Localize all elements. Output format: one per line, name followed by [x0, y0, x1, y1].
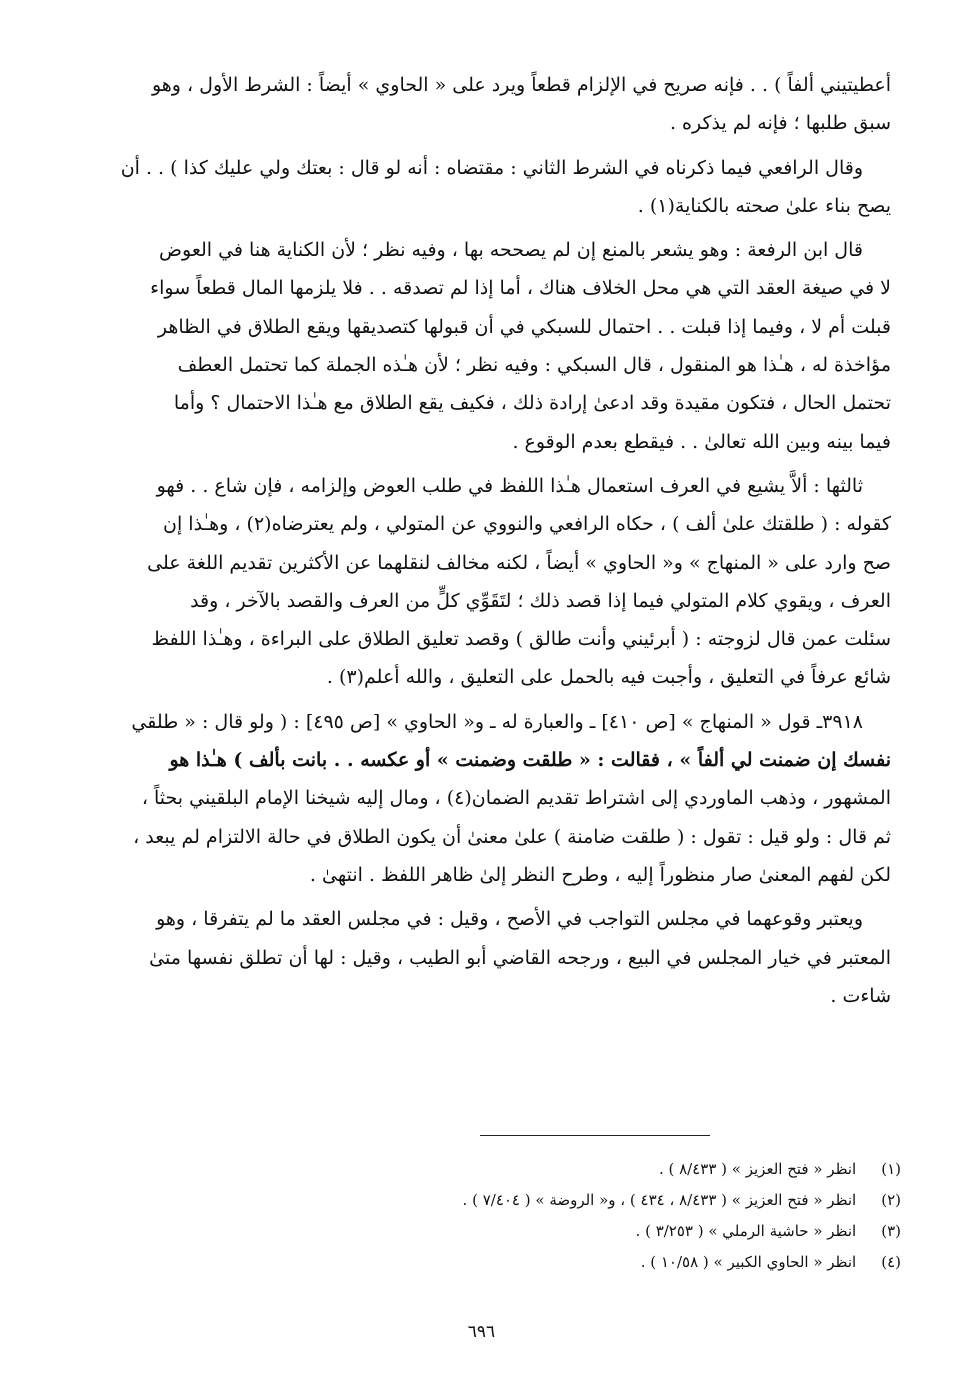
footnotes — [200, 1154, 901, 1278]
footnote-text: انظر « فتح العزيز » ( ٨/٤٣٣ ) . — [658, 1160, 857, 1178]
text-line: شاءت . — [830, 984, 891, 1007]
text-line: المعتبر في خيار المجلس في البيع ، ورجحه القاضي أبو الطيب ، وقيل : لها أن تطلق نفسها متىٰ — [149, 946, 891, 969]
paragraph-3 — [62, 231, 891, 461]
text-line: يصح بناء علىٰ صحته بالكناية(١) . — [637, 194, 891, 217]
paragraph-4 — [62, 467, 891, 697]
footnote-text: انظر « فتح العزيز » ( ٨/٤٣٣ ، ٤٣٤ ) ، و« الروضة » ( ٧/٤٠٤ ) . — [462, 1191, 857, 1209]
page-number: ٦٩٦ — [467, 1322, 496, 1342]
text-line: شائع عرفاً في التعليق ، وأجبت فيه بالحمل على التعليق ، والله أعلم(٣) . — [326, 666, 891, 689]
footnote-number: (٤) — [881, 1253, 901, 1271]
footnote-text: انظر « الحاوي الكبير » ( ١٠/٥٨ ) . — [640, 1253, 857, 1271]
text-line: سبق طلبها ؛ فإنه لم يذكره . — [669, 112, 891, 135]
text-line: قال ابن الرفعة : وهو يشعر بالمنع إن لم يصححه بها ، وفيه نظر ؛ لأن الكناية هنا في العوض — [159, 239, 863, 262]
paragraph-6 — [62, 900, 891, 1015]
text-line: أعطيتيني ألفاً ) . . فإنه صريح في الإلزام قطعاً ويرد على « الحاوي » أيضاً : الشرط الأول ، وهو — [151, 74, 891, 96]
footnote-text: انظر « حاشية الرملي » ( ٣/٢٥٣ ) . — [635, 1222, 857, 1240]
text-line: نفسك إن ضمنت لي ألفاً » ، فقالت : « طلقت وضمنت » أو عكسه . . بانت بألف ) هـٰذا هو — [169, 749, 891, 772]
footnote — [200, 1154, 901, 1185]
text-line: المشهور ، وذهب الماوردي إلى اشتراط تقديم الضمان(٤) ، ومال إليه شيخنا الإمام البلقيني بحثاً ، — [141, 787, 891, 810]
footnote — [200, 1247, 901, 1278]
footnote-number: (٢) — [881, 1191, 901, 1209]
text-line: صح وارد على « المنهاج » و« الحاوي » أيضاً ، لكنه مخالف لنقلهما عن الأكثرين تقديم اللغة على — [147, 551, 891, 574]
text-line: لكن لفهم المعنىٰ صار منظوراً إليه ، وطرح النظر إلىٰ ظاهر اللفظ . انتهىٰ . — [309, 863, 891, 886]
text-line: كقوله : ( طلقتك علىٰ ألف ) ، حكاه الرافعي والنووي عن المتولي ، ولم يعترضاه(٢) ، وهـٰذا إن — [163, 513, 891, 536]
text-line: وقال الرافعي فيما ذكرناه في الشرط الثاني : مقتضاه : أنه لو قال : بعتك ولي عليك كذا ) . . أن — [120, 156, 863, 179]
text-line: فيما بينه وبين الله تعالىٰ . . فيقطع بعدم الوقوع . — [512, 430, 891, 453]
text-line: العرف ، ويقوي كلام المتولي فيما إذا قصد ذلك ؛ لتَقَوِّي كلٍّ من العرف والقصد بالآخر ، وقد — [190, 589, 891, 612]
paragraph-5 — [62, 703, 891, 894]
footnote-number: (١) — [881, 1160, 901, 1178]
text-line: سئلت عمن قال لزوجته : ( أبرئيني وأنت طالق ) وقصد تعليق الطلاق على البراءة ، وهـٰذا اللفظ — [151, 628, 891, 651]
text-line: ثم قال : ولو قيل : تقول : ( طلقت ضامنة ) علىٰ معنىٰ أن يكون الطلاق في حالة الالتزام لم يبعد ، — [133, 825, 891, 848]
text-line: ويعتبر وقوعهما في مجلس التواجب في الأصح ، وقيل : في مجلس العقد ما لم يتفرقا ، وهو — [156, 908, 863, 931]
text-line: ٣٩١٨ـ قول « المنهاج » [ص ٤١٠] ـ والعبارة له ـ و« الحاوي » [ص ٤٩٥] : ( ولو قال : « طلقي — [131, 710, 863, 733]
text-line: مؤاخذة له ، هـٰذا هو المنقول ، قال السبكي : وفيه نظر ؛ لأن هـٰذه الجملة كما تحتمل العطف — [177, 354, 891, 377]
footnote — [200, 1185, 901, 1216]
footnote — [200, 1216, 901, 1247]
paragraph-1 — [62, 66, 891, 143]
text-line: ثالثها : ألاَّ يشيع في العرف استعمال هـٰذا اللفظ في طلب العوض وإلزامه ، فإن شاع . . فهو — [156, 474, 863, 497]
text-line: تحتمل الحال ، فتكون مقيدة وقد ادعىٰ إرادة ذلك ، فكيف يقع الطلاق مع هـٰذا الاحتمال ؟ وأما — [173, 392, 891, 415]
footnote-divider — [480, 1135, 710, 1136]
text-line: قبلت أم لا ، وفيما إذا قبلت . . احتمال للسبكي في أن قبولها كتصديقها ويقع الطلاق في الظاهر — [157, 315, 891, 338]
main-text — [62, 66, 891, 1015]
paragraph-2 — [62, 149, 891, 226]
footnote-number: (٣) — [881, 1222, 901, 1240]
text-line: لا في صيغة العقد التي هي محل الخلاف هناك ، أما إذا لم تصدقه . . فلا يلزمها المال قطعاً سواء — [150, 277, 891, 300]
